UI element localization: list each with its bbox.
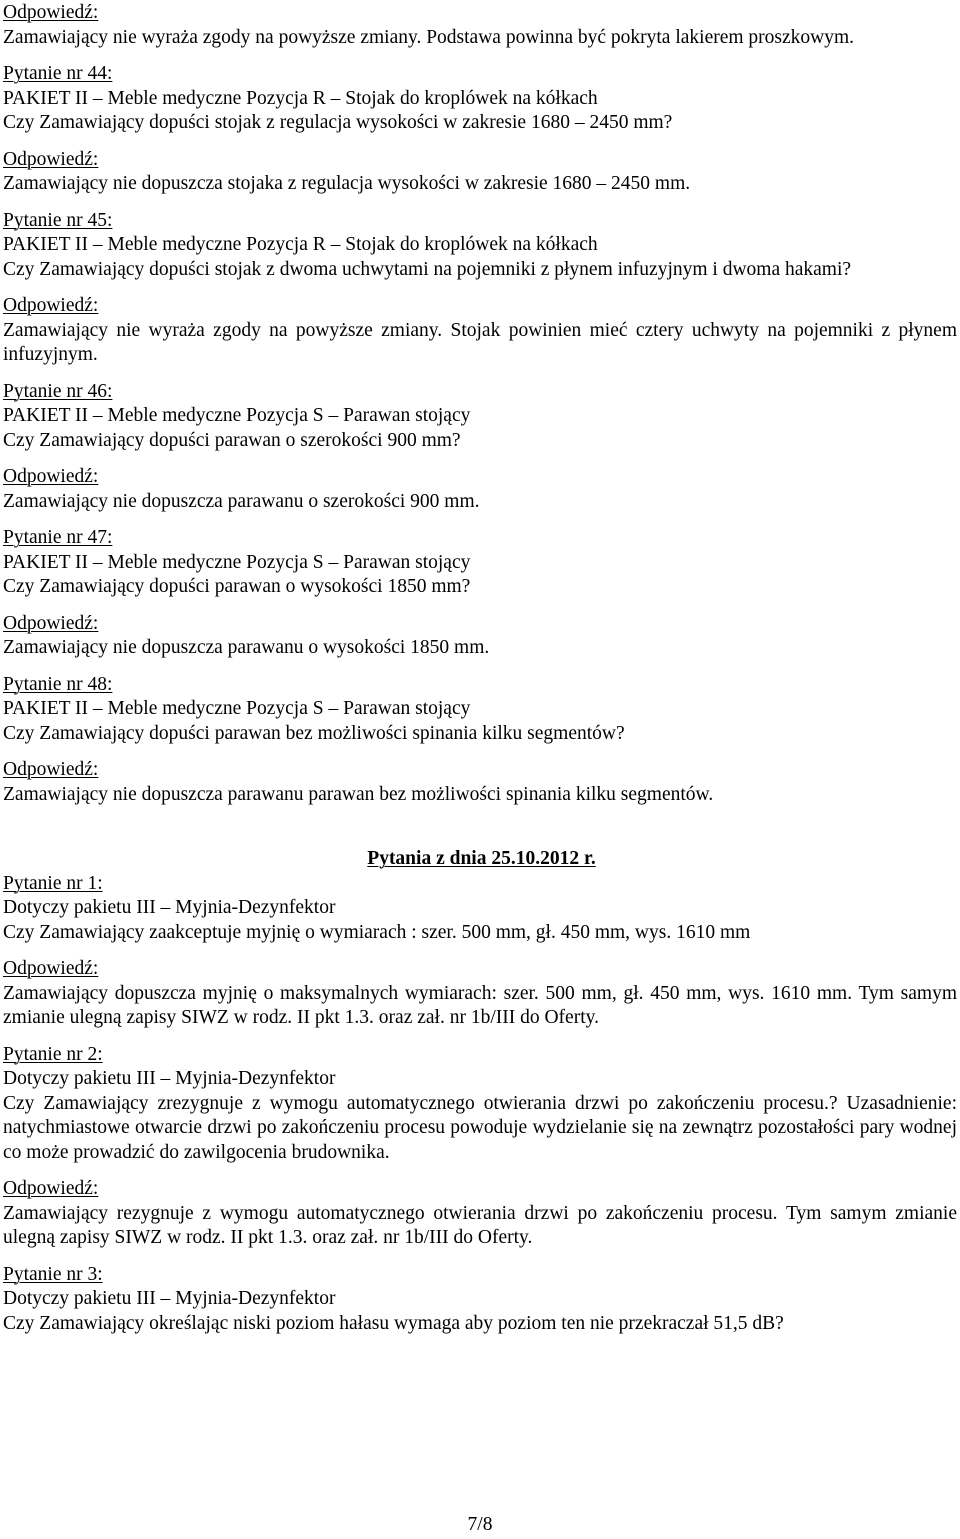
answer-label: Odpowiedź: [3, 295, 99, 316]
document-body [3, 1, 957, 1336]
question-block [3, 62, 957, 136]
page-number: 7/8 [467, 1514, 493, 1535]
question-label: Pytanie nr 46: [3, 380, 113, 402]
question-block [3, 872, 957, 946]
question-block [3, 1263, 957, 1337]
question-subject: Dotyczy pakietu III – Myjnia-Dezynfektor [3, 1288, 336, 1309]
answer-label: Odpowiedź: [3, 1178, 99, 1199]
question-subject: PAKIET II – Meble medyczne Pozycja S – Parawan stojący [3, 405, 471, 426]
question-label: Pytanie nr 47: [3, 527, 113, 548]
answer-text: Zamawiający nie dopuszcza parawanu parawan bez możliwości spinania kilku segmentów. [3, 783, 714, 805]
answer-text: Zamawiający nie dopuszcza stojaka z regulacja wysokości w zakresie 1680 – 2450 mm. [3, 173, 691, 194]
question-subject: PAKIET II – Meble medyczne Pozycja S – Parawan stojący [3, 551, 471, 573]
answer-block [3, 1177, 957, 1251]
question-text: Czy Zamawiający zrezygnuje z wymogu automatycznego otwierania drzwi po zakończeniu procesu.? Uzasadnienie: natychmiastowe otwarcie drzwi po zakończeniu procesu powoduje wydzielanie się na zewnątrz pozostałości pary wodnej co może prowadzić do zawilgocenia brudownika. [3, 1092, 957, 1163]
answer-label: Odpowiedź: [3, 958, 99, 979]
question-text: Czy Zamawiający zaakceptuje myjnię o wymiarach : szer. 500 mm, gł. 450 mm, wys. 1610 mm [3, 921, 751, 943]
answer-text: Zamawiający dopuszcza myjnię o maksymalnych wymiarach: szer. 500 mm, gł. 450 mm, wys. 1610 mm. Tym samym zmianie ulegną zapisy SIWZ w rodz. II pkt 1.3. oraz zał. nr 1b/III do Oferty. [3, 982, 957, 1028]
question-label: Pytanie nr 48: [3, 673, 113, 695]
answer-block [3, 1, 957, 50]
answer-block [3, 465, 957, 514]
answer-label: Odpowiedź: [3, 2, 99, 23]
question-text: Czy Zamawiający dopuści stojak z dwoma uchwytami na pojemniki z płynem infuzyjnym i dwoma hakami? [3, 258, 852, 280]
section-title [3, 847, 957, 872]
question-block [3, 380, 957, 454]
answer-label: Odpowiedź: [3, 148, 99, 170]
question-label: Pytanie nr 45: [3, 209, 113, 231]
answer-text: Zamawiający nie wyraża zgody na powyższe zmiany. Stojak powinien mieć cztery uchwyty na pojemniki z płynem infuzyjnym. [3, 319, 957, 365]
answer-block [3, 957, 957, 1031]
question-text: Czy Zamawiający dopuści stojak z regulacja wysokości w zakresie 1680 – 2450 mm? [3, 112, 673, 133]
question-block [3, 673, 957, 747]
question-subject: Dotyczy pakietu III – Myjnia-Dezynfektor [3, 897, 336, 918]
question-label: Pytanie nr 2: [3, 1043, 103, 1065]
answer-block [3, 612, 957, 661]
question-block [3, 1043, 957, 1166]
question-block [3, 209, 957, 283]
answer-label: Odpowiedź: [3, 759, 99, 780]
answer-text: Zamawiający nie dopuszcza parawanu o wysokości 1850 mm. [3, 637, 490, 658]
question-subject: Dotyczy pakietu III – Myjnia-Dezynfektor [3, 1068, 336, 1089]
question-subject: PAKIET II – Meble medyczne Pozycja S – Parawan stojący [3, 698, 471, 719]
answer-label: Odpowiedź: [3, 612, 99, 634]
answer-text: Zamawiający nie wyraża zgody na powyższe zmiany. Podstawa powinna być pokryta lakierem proszkowym. [3, 26, 855, 48]
question-label: Pytanie nr 44: [3, 63, 113, 84]
question-subject: PAKIET II – Meble medyczne Pozycja R – Stojak do kroplówek na kółkach [3, 87, 598, 109]
question-subject: PAKIET II – Meble medyczne Pozycja R – Stojak do kroplówek na kółkach [3, 234, 598, 255]
answer-block [3, 294, 957, 368]
question-label: Pytanie nr 1: [3, 872, 103, 894]
answer-block [3, 758, 957, 807]
answer-block [3, 148, 957, 197]
question-label: Pytanie nr 3: [3, 1263, 103, 1285]
question-block [3, 526, 957, 600]
section-title-text: Pytania z dnia 25.10.2012 r. [367, 848, 596, 869]
answer-label: Odpowiedź: [3, 466, 99, 487]
question-text: Czy Zamawiający dopuści parawan bez możliwości spinania kilku segmentów? [3, 722, 625, 744]
question-text: Czy Zamawiający dopuści parawan o wysokości 1850 mm? [3, 576, 471, 597]
answer-text: Zamawiający rezygnuje z wymogu automatycznego otwierania drzwi po zakończeniu procesu. Tym samym zmianie ulegną zapisy SIWZ w rodz. II pkt 1.3. oraz zał. nr 1b/III do Oferty. [3, 1202, 957, 1248]
question-text: Czy Zamawiający określając niski poziom hałasu wymaga aby poziom ten nie przekraczał 51,5 dB? [3, 1312, 784, 1334]
answer-text: Zamawiający nie dopuszcza parawanu o szerokości 900 mm. [3, 490, 480, 512]
question-text: Czy Zamawiający dopuści parawan o szerokości 900 mm? [3, 429, 461, 451]
